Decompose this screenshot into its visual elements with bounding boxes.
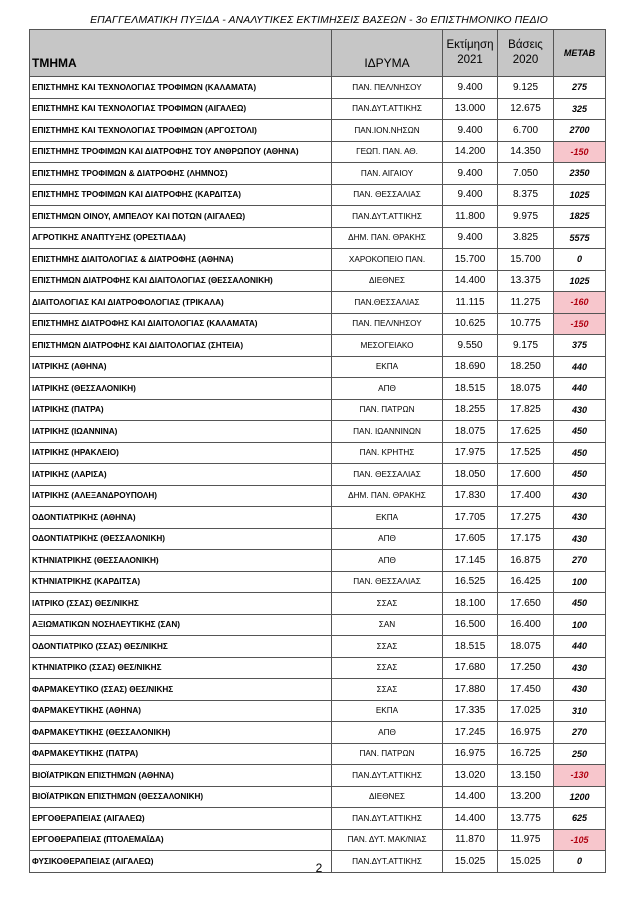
estimate-cell: 17.705 (443, 507, 498, 529)
department-cell: ΒΙΟΪΑΤΡΙΚΩΝ ΕΠΙΣΤΗΜΩΝ (ΘΕΣΣΑΛΟΝΙΚΗ) (30, 786, 332, 808)
table-row (30, 421, 606, 443)
base-cell: 13.200 (498, 786, 554, 808)
page-number: 2 (315, 861, 323, 875)
estimate-cell: 17.335 (443, 700, 498, 722)
institution-cell: ΕΚΠΑ (332, 507, 443, 529)
table-row (30, 743, 606, 765)
institution-cell: ΠΑΝ. ΘΕΣΣΑΛΙΑΣ (332, 184, 443, 206)
diff-cell: 270 (554, 722, 606, 744)
header-base-label: Βάσεις (508, 39, 543, 51)
department-cell: ΦΥΣΙΚΟΘΕΡΑΠΕΙΑΣ (ΑΙΓΑΛΕΩ) (30, 851, 332, 873)
table-row (30, 485, 606, 507)
header-estimate-label: Εκτίμηση (446, 39, 494, 51)
base-cell: 17.525 (498, 442, 554, 464)
estimate-cell: 14.400 (443, 786, 498, 808)
table-row (30, 270, 606, 292)
estimate-cell: 14.400 (443, 808, 498, 830)
estimate-cell: 14.200 (443, 141, 498, 163)
estimate-cell: 13.000 (443, 98, 498, 120)
base-cell: 18.075 (498, 636, 554, 658)
institution-cell: ΠΑΝ. ΘΕΣΣΑΛΙΑΣ (332, 571, 443, 593)
diff-cell: 1025 (554, 184, 606, 206)
base-cell: 8.375 (498, 184, 554, 206)
table-row (30, 571, 606, 593)
diff-cell: 430 (554, 485, 606, 507)
estimate-cell: 17.245 (443, 722, 498, 744)
institution-cell: ΠΑΝ.ΙΟΝ.ΝΗΣΩΝ (332, 120, 443, 142)
table-row (30, 614, 606, 636)
base-cell: 17.825 (498, 399, 554, 421)
institution-cell: ΔΗΜ. ΠΑΝ. ΘΡΑΚΗΣ (332, 227, 443, 249)
estimate-cell: 11.800 (443, 206, 498, 228)
diff-cell: 275 (554, 77, 606, 99)
header-base-year: 2020 (512, 54, 539, 66)
diff-cell: 430 (554, 679, 606, 701)
department-cell: ΕΠΙΣΤΗΜΗΣ ΔΙΑΤΡΟΦΗΣ ΚΑΙ ΔΙΑΙΤΟΛΟΓΙΑΣ (ΚΑΛΑΜΑΤΑ) (30, 313, 332, 335)
institution-cell: ΔΗΜ. ΠΑΝ. ΘΡΑΚΗΣ (332, 485, 443, 507)
base-cell: 17.250 (498, 657, 554, 679)
diff-cell: 440 (554, 636, 606, 658)
base-cell: 13.150 (498, 765, 554, 787)
estimate-cell: 9.400 (443, 227, 498, 249)
estimate-cell: 16.500 (443, 614, 498, 636)
department-cell: ΚΤΗΝΙΑΤΡΙΚΟ (ΣΣΑΣ) ΘΕΣ/ΝΙΚΗΣ (30, 657, 332, 679)
estimate-cell: 18.515 (443, 636, 498, 658)
diff-cell: 430 (554, 657, 606, 679)
table-row (30, 335, 606, 357)
header-diff: ΜΕΤΑΒ (554, 30, 606, 77)
department-cell: ΦΑΡΜΑΚΕΥΤΙΚΟ (ΣΣΑΣ) ΘΕΣ/ΝΙΚΗΣ (30, 679, 332, 701)
base-cell: 7.050 (498, 163, 554, 185)
table-row (30, 356, 606, 378)
estimate-cell: 18.075 (443, 421, 498, 443)
estimate-cell: 16.525 (443, 571, 498, 593)
diff-cell: 1825 (554, 206, 606, 228)
table-row (30, 528, 606, 550)
department-cell: ΟΔΟΝΤΙΑΤΡΙΚΗΣ (ΑΘΗΝΑ) (30, 507, 332, 529)
base-cell: 17.650 (498, 593, 554, 615)
base-cell: 17.625 (498, 421, 554, 443)
institution-cell: ΑΠΘ (332, 378, 443, 400)
base-cell: 3.825 (498, 227, 554, 249)
table-row (30, 184, 606, 206)
estimate-cell: 14.400 (443, 270, 498, 292)
base-cell: 6.700 (498, 120, 554, 142)
institution-cell: ΠΑΝ. ΠΑΤΡΩΝ (332, 399, 443, 421)
base-cell: 16.400 (498, 614, 554, 636)
institution-cell: ΑΠΘ (332, 528, 443, 550)
base-cell: 9.975 (498, 206, 554, 228)
department-cell: ΙΑΤΡΙΚΗΣ (ΠΑΤΡΑ) (30, 399, 332, 421)
diff-cell: 450 (554, 421, 606, 443)
base-cell: 11.975 (498, 829, 554, 851)
base-cell: 14.350 (498, 141, 554, 163)
department-cell: ΚΤΗΝΙΑΤΡΙΚΗΣ (ΘΕΣΣΑΛΟΝΙΚΗ) (30, 550, 332, 572)
estimate-cell: 9.400 (443, 184, 498, 206)
estimate-cell: 17.145 (443, 550, 498, 572)
diff-cell: 430 (554, 399, 606, 421)
estimate-cell: 11.115 (443, 292, 498, 314)
table-row (30, 141, 606, 163)
department-cell: ΦΑΡΜΑΚΕΥΤΙΚΗΣ (ΑΘΗΝΑ) (30, 700, 332, 722)
base-cell: 17.275 (498, 507, 554, 529)
department-cell: ΚΤΗΝΙΑΤΡΙΚΗΣ (ΚΑΡΔΙΤΣΑ) (30, 571, 332, 593)
estimate-cell: 17.680 (443, 657, 498, 679)
document-title: ΕΠΑΓΓΕΛΜΑΤΙΚΗ ΠΥΞΙΔΑ - ΑΝΑΛΥΤΙΚΕΣ ΕΚΤΙΜΗΣΕΙΣ ΒΑΣΕΩΝ - 3ο ΕΠΙΣΤΗΜΟΝΙΚΟ ΠΕΔΙΟ (90, 14, 548, 26)
estimate-cell: 18.255 (443, 399, 498, 421)
department-cell: ΕΠΙΣΤΗΜΗΣ ΤΡΟΦΙΜΩΝ & ΔΙΑΤΡΟΦΗΣ (ΛΗΜΝΟΣ) (30, 163, 332, 185)
header-institution: ΙΔΡΥΜΑ (332, 30, 443, 77)
institution-cell: ΣΣΑΣ (332, 593, 443, 615)
table-row (30, 593, 606, 615)
department-cell: ΦΑΡΜΑΚΕΥΤΙΚΗΣ (ΘΕΣΣΑΛΟΝΙΚΗ) (30, 722, 332, 744)
table-row (30, 313, 606, 335)
department-cell: ΒΙΟΪΑΤΡΙΚΩΝ ΕΠΙΣΤΗΜΩΝ (ΑΘΗΝΑ) (30, 765, 332, 787)
table-row (30, 120, 606, 142)
diff-cell: -130 (554, 765, 606, 787)
base-cell: 10.775 (498, 313, 554, 335)
institution-cell: ΧΑΡΟΚΟΠΕΙΟ ΠΑΝ. (332, 249, 443, 271)
institution-cell: ΠΑΝ.ΔΥΤ.ΑΤΤΙΚΗΣ (332, 851, 443, 873)
diff-cell: 1200 (554, 786, 606, 808)
table-row (30, 249, 606, 271)
table-row (30, 464, 606, 486)
table-row (30, 227, 606, 249)
institution-cell: ΠΑΝ.ΔΥΤ.ΑΤΤΙΚΗΣ (332, 808, 443, 830)
institution-cell: ΠΑΝ.ΘΕΣΣΑΛΙΑΣ (332, 292, 443, 314)
base-cell: 12.675 (498, 98, 554, 120)
estimate-cell: 17.605 (443, 528, 498, 550)
table-row (30, 700, 606, 722)
estimate-cell: 15.025 (443, 851, 498, 873)
estimate-cell: 18.690 (443, 356, 498, 378)
table-row (30, 722, 606, 744)
diff-cell: 430 (554, 507, 606, 529)
diff-cell: 450 (554, 442, 606, 464)
table-row (30, 163, 606, 185)
base-cell: 18.250 (498, 356, 554, 378)
department-cell: ΕΠΙΣΤΗΜΗΣ ΔΙΑΙΤΟΛΟΓΙΑΣ & ΔΙΑΤΡΟΦΗΣ (ΑΘΗΝΑ) (30, 249, 332, 271)
estimate-cell: 9.550 (443, 335, 498, 357)
diff-cell: -160 (554, 292, 606, 314)
table-header-row (30, 30, 606, 77)
diff-cell: 450 (554, 464, 606, 486)
department-cell: ΙΑΤΡΙΚΗΣ (ΑΘΗΝΑ) (30, 356, 332, 378)
estimate-cell: 18.050 (443, 464, 498, 486)
diff-cell: -150 (554, 141, 606, 163)
institution-cell: ΣΣΑΣ (332, 636, 443, 658)
department-cell: ΟΔΟΝΤΙΑΤΡΙΚΟ (ΣΣΑΣ) ΘΕΣ/ΝΙΚΗΣ (30, 636, 332, 658)
institution-cell: ΓΕΩΠ. ΠΑΝ. ΑΘ. (332, 141, 443, 163)
table-row (30, 206, 606, 228)
department-cell: ΕΠΙΣΤΗΜΗΣ ΚΑΙ ΤΕΧΝΟΛΟΓΙΑΣ ΤΡΟΦΙΜΩΝ (ΑΡΓΟΣΤΟΛΙ) (30, 120, 332, 142)
base-cell: 17.450 (498, 679, 554, 701)
institution-cell: ΣΑΝ (332, 614, 443, 636)
diff-cell: 1025 (554, 270, 606, 292)
department-cell: ΙΑΤΡΙΚΗΣ (ΗΡΑΚΛΕΙΟ) (30, 442, 332, 464)
department-cell: ΕΠΙΣΤΗΜΩΝ ΔΙΑΤΡΟΦΗΣ ΚΑΙ ΔΙΑΙΤΟΛΟΓΙΑΣ (ΣΗΤΕΙΑ) (30, 335, 332, 357)
diff-cell: 0 (554, 249, 606, 271)
header-department: ΤΜΗΜΑ (30, 30, 332, 77)
department-cell: ΕΡΓΟΘΕΡΑΠΕΙΑΣ (ΠΤΟΛΕΜΑΪΔΑ) (30, 829, 332, 851)
header-base (498, 30, 554, 77)
base-cell: 15.025 (498, 851, 554, 873)
admissions-table (29, 29, 606, 873)
table-row (30, 378, 606, 400)
table-row (30, 829, 606, 851)
estimate-cell: 16.975 (443, 743, 498, 765)
base-cell: 16.425 (498, 571, 554, 593)
department-cell: ΑΓΡΟΤΙΚΗΣ ΑΝΑΠΤΥΞΗΣ (ΟΡΕΣΤΙΑΔΑ) (30, 227, 332, 249)
department-cell: ΕΡΓΟΘΕΡΑΠΕΙΑΣ (ΑΙΓΑΛΕΩ) (30, 808, 332, 830)
table-row (30, 657, 606, 679)
estimate-cell: 11.870 (443, 829, 498, 851)
table-row (30, 808, 606, 830)
department-cell: ΙΑΤΡΙΚΟ (ΣΣΑΣ) ΘΕΣ/ΝΙΚΗΣ (30, 593, 332, 615)
institution-cell: ΠΑΝ. ΘΕΣΣΑΛΙΑΣ (332, 464, 443, 486)
diff-cell: 0 (554, 851, 606, 873)
table-row (30, 786, 606, 808)
diff-cell: 270 (554, 550, 606, 572)
institution-cell: ΠΑΝ. ΚΡΗΤΗΣ (332, 442, 443, 464)
table-row (30, 442, 606, 464)
diff-cell: 310 (554, 700, 606, 722)
base-cell: 17.600 (498, 464, 554, 486)
diff-cell: 2700 (554, 120, 606, 142)
institution-cell: ΑΠΘ (332, 550, 443, 572)
institution-cell: ΠΑΝ.ΔΥΤ.ΑΤΤΙΚΗΣ (332, 765, 443, 787)
base-cell: 16.975 (498, 722, 554, 744)
department-cell: ΙΑΤΡΙΚΗΣ (ΛΑΡΙΣΑ) (30, 464, 332, 486)
department-cell: ΕΠΙΣΤΗΜΗΣ ΤΡΟΦΙΜΩΝ ΚΑΙ ΔΙΑΤΡΟΦΗΣ ΤΟΥ ΑΝΘΡΩΠΟΥ (ΑΘΗΝΑ) (30, 141, 332, 163)
table-row (30, 765, 606, 787)
institution-cell: ΠΑΝ.ΔΥΤ.ΑΤΤΙΚΗΣ (332, 206, 443, 228)
base-cell: 15.700 (498, 249, 554, 271)
diff-cell: -150 (554, 313, 606, 335)
institution-cell: ΔΙΕΘΝΕΣ (332, 786, 443, 808)
department-cell: ΙΑΤΡΙΚΗΣ (ΑΛΕΞΑΝΔΡΟΥΠΟΛΗ) (30, 485, 332, 507)
diff-cell: -105 (554, 829, 606, 851)
department-cell: ΕΠΙΣΤΗΜΩΝ ΔΙΑΤΡΟΦΗΣ ΚΑΙ ΔΙΑΙΤΟΛΟΓΙΑΣ (ΘΕΣΣΑΛΟΝΙΚΗ) (30, 270, 332, 292)
department-cell: ΦΑΡΜΑΚΕΥΤΙΚΗΣ (ΠΑΤΡΑ) (30, 743, 332, 765)
institution-cell: ΔΙΕΘΝΕΣ (332, 270, 443, 292)
diff-cell: 440 (554, 356, 606, 378)
table-row (30, 98, 606, 120)
diff-cell: 375 (554, 335, 606, 357)
institution-cell: ΠΑΝ. ΠΕΛ/ΝΗΣΟΥ (332, 313, 443, 335)
diff-cell: 2350 (554, 163, 606, 185)
institution-cell: ΑΠΘ (332, 722, 443, 744)
base-cell: 16.725 (498, 743, 554, 765)
base-cell: 9.175 (498, 335, 554, 357)
institution-cell: ΠΑΝ. ΙΩΑΝΝΙΝΩΝ (332, 421, 443, 443)
institution-cell: ΠΑΝ. ΑΙΓΑΙΟΥ (332, 163, 443, 185)
table-row (30, 399, 606, 421)
header-estimate-year: 2021 (457, 54, 483, 66)
department-cell: ΕΠΙΣΤΗΜΩΝ ΟΙΝΟΥ, ΑΜΠΕΛΟΥ ΚΑΙ ΠΟΤΩΝ (ΑΙΓΑΛΕΩ) (30, 206, 332, 228)
header-estimate (443, 30, 498, 77)
diff-cell: 440 (554, 378, 606, 400)
institution-cell: ΜΕΣΟΓΕΙΑΚΟ (332, 335, 443, 357)
institution-cell: ΣΣΑΣ (332, 679, 443, 701)
estimate-cell: 17.830 (443, 485, 498, 507)
base-cell: 13.375 (498, 270, 554, 292)
base-cell: 17.400 (498, 485, 554, 507)
table-row (30, 550, 606, 572)
diff-cell: 625 (554, 808, 606, 830)
department-cell: ΕΠΙΣΤΗΜΗΣ ΤΡΟΦΙΜΩΝ ΚΑΙ ΔΙΑΤΡΟΦΗΣ (ΚΑΡΔΙΤΣΑ) (30, 184, 332, 206)
estimate-cell: 17.880 (443, 679, 498, 701)
base-cell: 18.075 (498, 378, 554, 400)
diff-cell: 325 (554, 98, 606, 120)
diff-cell: 100 (554, 614, 606, 636)
diff-cell: 5575 (554, 227, 606, 249)
estimate-cell: 9.400 (443, 120, 498, 142)
institution-cell: ΠΑΝ. ΠΕΛ/ΝΗΣΟΥ (332, 77, 443, 99)
department-cell: ΟΔΟΝΤΙΑΤΡΙΚΗΣ (ΘΕΣΣΑΛΟΝΙΚΗ) (30, 528, 332, 550)
estimate-cell: 17.975 (443, 442, 498, 464)
diff-cell: 100 (554, 571, 606, 593)
diff-cell: 430 (554, 528, 606, 550)
institution-cell: ΕΚΠΑ (332, 356, 443, 378)
institution-cell: ΠΑΝ. ΠΑΤΡΩΝ (332, 743, 443, 765)
institution-cell: ΣΣΑΣ (332, 657, 443, 679)
estimate-cell: 15.700 (443, 249, 498, 271)
department-cell: ΙΑΤΡΙΚΗΣ (ΙΩΑΝΝΙΝΑ) (30, 421, 332, 443)
table-row (30, 292, 606, 314)
department-cell: ΙΑΤΡΙΚΗΣ (ΘΕΣΣΑΛΟΝΙΚΗ) (30, 378, 332, 400)
department-cell: ΕΠΙΣΤΗΜΗΣ ΚΑΙ ΤΕΧΝΟΛΟΓΙΑΣ ΤΡΟΦΙΜΩΝ (ΑΙΓΑΛΕΩ) (30, 98, 332, 120)
table-row (30, 679, 606, 701)
institution-cell: ΕΚΠΑ (332, 700, 443, 722)
table-row (30, 507, 606, 529)
base-cell: 9.125 (498, 77, 554, 99)
department-cell: ΔΙΑΙΤΟΛΟΓΙΑΣ ΚΑΙ ΔΙΑΤΡΟΦΟΛΟΓΙΑΣ (ΤΡΙΚΑΛΑ) (30, 292, 332, 314)
estimate-cell: 10.625 (443, 313, 498, 335)
estimate-cell: 9.400 (443, 77, 498, 99)
base-cell: 17.025 (498, 700, 554, 722)
base-cell: 17.175 (498, 528, 554, 550)
diff-cell: 250 (554, 743, 606, 765)
table-row (30, 77, 606, 99)
institution-cell: ΠΑΝ.ΔΥΤ.ΑΤΤΙΚΗΣ (332, 98, 443, 120)
department-cell: ΑΞΙΩΜΑΤΙΚΩΝ ΝΟΣΗΛΕΥΤΙΚΗΣ (ΣΑΝ) (30, 614, 332, 636)
table-row (30, 636, 606, 658)
diff-cell: 450 (554, 593, 606, 615)
base-cell: 11.275 (498, 292, 554, 314)
estimate-cell: 13.020 (443, 765, 498, 787)
base-cell: 13.775 (498, 808, 554, 830)
department-cell: ΕΠΙΣΤΗΜΗΣ ΚΑΙ ΤΕΧΝΟΛΟΓΙΑΣ ΤΡΟΦΙΜΩΝ (ΚΑΛΑΜΑΤΑ) (30, 77, 332, 99)
estimate-cell: 9.400 (443, 163, 498, 185)
estimate-cell: 18.515 (443, 378, 498, 400)
base-cell: 16.875 (498, 550, 554, 572)
institution-cell: ΠΑΝ. ΔΥΤ. ΜΑΚ/ΝΙΑΣ (332, 829, 443, 851)
estimate-cell: 18.100 (443, 593, 498, 615)
